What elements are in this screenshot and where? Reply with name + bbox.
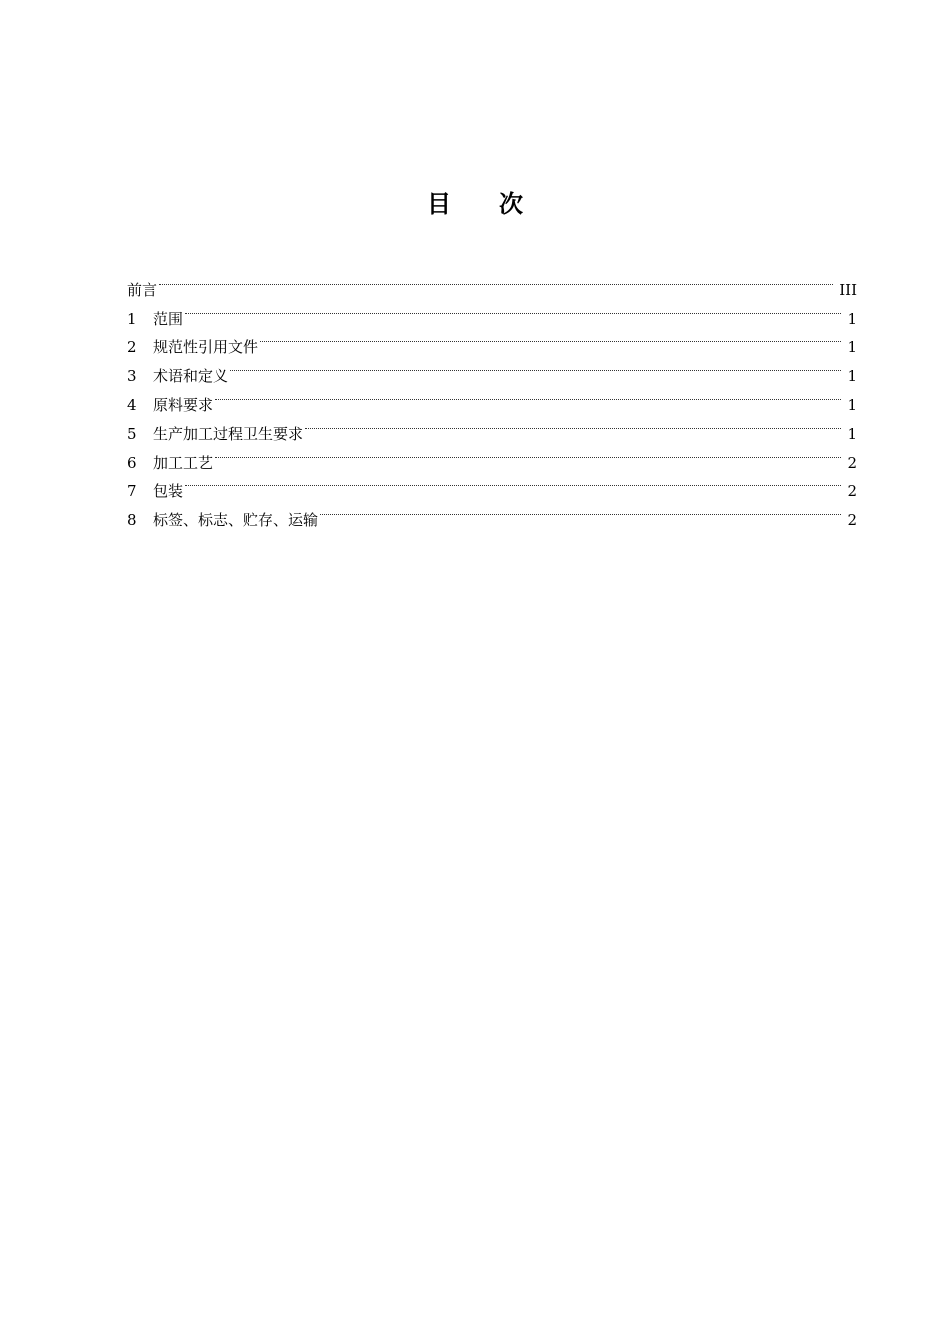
toc-entry-3[interactable] — [127, 352, 857, 386]
toc-entry-4[interactable] — [127, 381, 857, 414]
toc-entry-label: 术语和定义 — [153, 367, 229, 386]
toc-entry-page: III — [839, 280, 857, 299]
dot-leader — [185, 468, 841, 497]
dot-leader — [230, 352, 841, 381]
toc-entry-8[interactable] — [127, 496, 857, 530]
toc-entry-page: 1 — [847, 395, 857, 414]
toc-entry-number: 3 — [127, 367, 137, 386]
toc-entry-2[interactable] — [127, 324, 857, 357]
toc-entry-number: 5 — [127, 424, 137, 443]
dot-leader — [260, 324, 841, 353]
toc-entry-page: 2 — [847, 453, 857, 472]
dot-leader — [215, 381, 841, 410]
toc-entry-7[interactable] — [127, 468, 857, 501]
toc-entry-page: 1 — [847, 309, 857, 328]
toc-entry-page: 2 — [847, 482, 857, 501]
dot-leader — [159, 266, 833, 295]
toc-entry-label: 包装 — [153, 482, 184, 501]
toc-entry-number: 2 — [127, 338, 137, 357]
toc-entry-number: 1 — [127, 309, 137, 328]
toc-entry-label: 前言 — [127, 280, 158, 299]
dot-leader — [185, 295, 841, 324]
toc-entry-1[interactable] — [127, 295, 857, 328]
toc-entry-label: 标签、标志、贮存、运输 — [153, 511, 319, 530]
toc-entry-foreword[interactable] — [127, 266, 857, 299]
toc-entry-label: 范围 — [153, 309, 184, 328]
toc-entry-page: 1 — [847, 367, 857, 386]
toc-entry-number: 8 — [127, 511, 137, 530]
dot-leader — [305, 410, 841, 439]
toc-entry-label: 生产加工过程卫生要求 — [153, 424, 304, 443]
toc-entry-label: 规范性引用文件 — [153, 338, 259, 357]
toc-entry-6[interactable] — [127, 439, 857, 472]
toc-entry-label: 原料要求 — [153, 395, 214, 414]
toc-entry-number: 4 — [127, 395, 137, 414]
toc-entry-number: 7 — [127, 482, 137, 501]
dot-leader — [215, 439, 841, 468]
table-of-contents — [127, 266, 857, 530]
toc-entry-page: 1 — [847, 338, 857, 357]
page-title — [0, 186, 950, 222]
toc-entry-number: 6 — [127, 453, 137, 472]
dot-leader — [320, 496, 841, 525]
toc-entry-label: 加工工艺 — [153, 453, 214, 472]
title-char-2: 次 — [499, 190, 523, 218]
toc-entry-page: 2 — [847, 511, 857, 530]
toc-entry-5[interactable] — [127, 410, 857, 443]
toc-entry-page: 1 — [847, 424, 857, 443]
title-char-1: 目 — [427, 190, 451, 218]
